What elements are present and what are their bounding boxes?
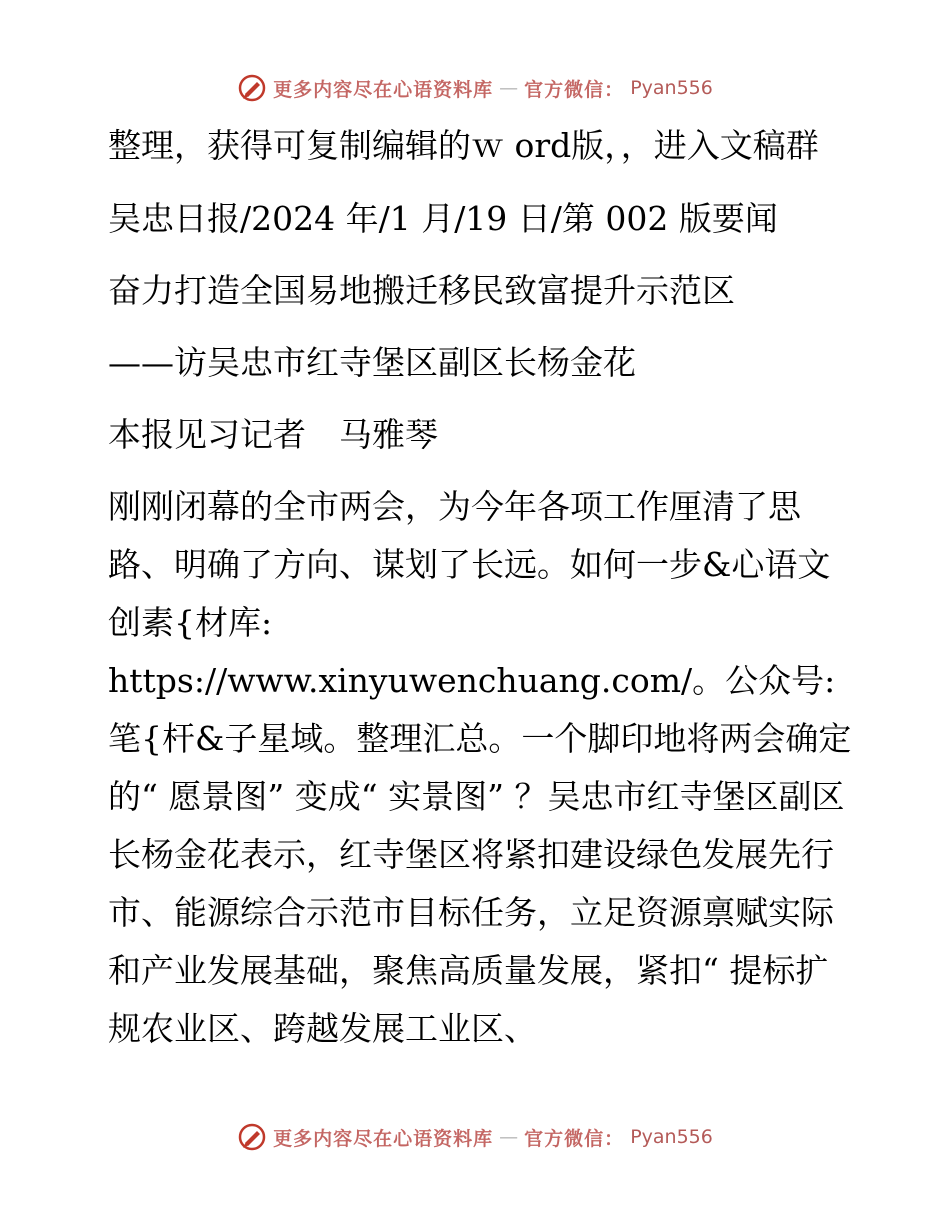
pen-circle-logo-icon bbox=[237, 73, 267, 103]
banner-wechat-id: Pyan556 bbox=[630, 1126, 713, 1148]
byline: 本报见习记者 马雅琴 bbox=[108, 415, 438, 454]
banner-wechat-id: Pyan556 bbox=[630, 77, 713, 99]
banner-separator: — bbox=[499, 77, 519, 99]
banner-main-text: 更多内容尽在心语资料库 bbox=[273, 1127, 494, 1150]
banner-label: 官方微信： bbox=[524, 78, 625, 101]
banner-separator: — bbox=[499, 1126, 519, 1148]
footer-banner bbox=[0, 1122, 950, 1152]
document-body bbox=[96, 120, 856, 1072]
header-banner bbox=[0, 73, 950, 103]
source-line: 吴忠日报/2024 年/1 月/19 日/第 002 版要闻 bbox=[108, 199, 778, 238]
intro-text: 整理，获得可复制编辑的ｗ ord版，，进入文稿群 bbox=[108, 126, 819, 165]
banner-label: 官方微信： bbox=[524, 1127, 625, 1150]
body-paragraph: 刚刚闭幕的全市两会，为今年各项工作厘清了思路、明确了方向、谋划了长远。如何一步&心语文创素{材库: https://www.xinyuwenchuang.com/。公众号: 笔{杆&子星域。整理汇总。一个脚印地将两会确定的“ 愿景图” 变成“ 实景图” ？吴忠市红寺堡区副区长杨金花表示，红寺堡区将紧扣建设绿色发展先行市、能源综合示范市目标任务，立足资源禀赋实际和产业发展基础，聚焦高质量发展，紧扣“ 提标扩规农业区、跨越发展工业区、 bbox=[108, 487, 852, 1048]
banner-main-text: 更多内容尽在心语资料库 bbox=[273, 78, 494, 101]
headline: 奋力打造全国易地搬迁移民致富提升示范区 bbox=[108, 271, 735, 310]
subheadline: ——访吴忠市红寺堡区副区长杨金花 bbox=[108, 343, 636, 382]
pen-circle-logo-icon bbox=[237, 1122, 267, 1152]
